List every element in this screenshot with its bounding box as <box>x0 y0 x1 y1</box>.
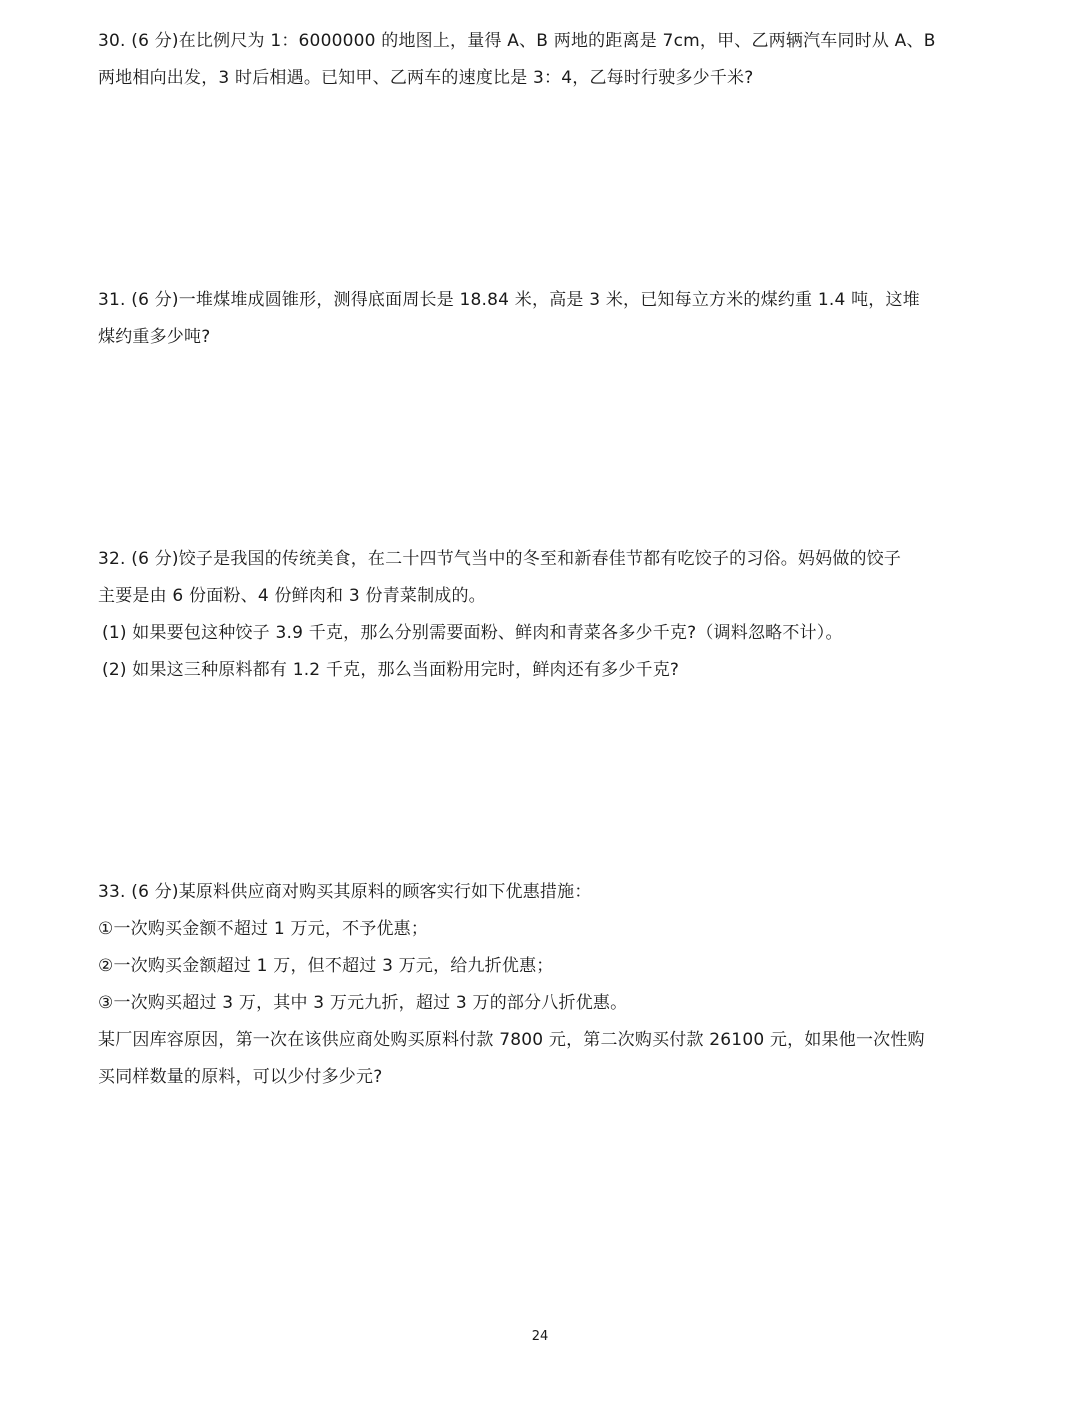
question-32 <box>98 541 998 689</box>
question-32-part-2: (2) 如果这三种原料都有 1.2 千克，那么当面粉用完时，鲜肉还有多少千克? <box>102 660 680 680</box>
question-33-rule-3: ③一次购买超过 3 万，其中 3 万元九折，超过 3 万的部分八折优惠。 <box>98 993 628 1013</box>
question-33-rule-2: ②一次购买金额超过 1 万，但不超过 3 万元，给九折优惠； <box>98 956 554 976</box>
question-30 <box>98 23 998 97</box>
question-32-line-2: 主要是由 6 份面粉、4 份鲜肉和 3 份青菜制成的。 <box>98 586 486 606</box>
question-31-line-1: 31. (6 分)一堆煤堆成圆锥形，测得底面周长是 18.84 米，高是 3 米，已知每立方米的煤约重 1.4 吨，这堆 <box>98 290 920 310</box>
question-30-line-2: 两地相向出发，3 时后相遇。已知甲、乙两车的速度比是 3：4，乙每时行驶多少千米? <box>98 68 754 88</box>
question-30-line-1: 30. (6 分)在比例尺为 1：6000000 的地图上，量得 A、B 两地的距离是 7cm，甲、乙两辆汽车同时从 A、B <box>98 31 936 51</box>
question-33-line-6: 买同样数量的原料，可以少付多少元? <box>98 1067 383 1087</box>
question-32-part-1: (1) 如果要包这种饺子 3.9 千克，那么分别需要面粉、鲜肉和青菜各多少千克?（调料忽略不计）。 <box>102 623 843 643</box>
question-33-rule-1: ①一次购买金额不超过 1 万元，不予优惠； <box>98 919 429 939</box>
question-33 <box>98 874 998 1096</box>
question-31 <box>98 282 998 356</box>
page-number: 24 <box>531 1329 549 1344</box>
question-33-line-5: 某厂因库容原因，第一次在该供应商处购买原料付款 7800 元，第二次购买付款 26100 元，如果他一次性购 <box>98 1030 925 1050</box>
question-32-line-1: 32. (6 分)饺子是我国的传统美食，在二十四节气当中的冬至和新春佳节都有吃饺子的习俗。妈妈做的饺子 <box>98 549 902 569</box>
question-31-line-2: 煤约重多少吨? <box>98 327 211 347</box>
question-33-line-1: 33. (6 分)某原料供应商对购买其原料的顾客实行如下优惠措施： <box>98 882 592 902</box>
